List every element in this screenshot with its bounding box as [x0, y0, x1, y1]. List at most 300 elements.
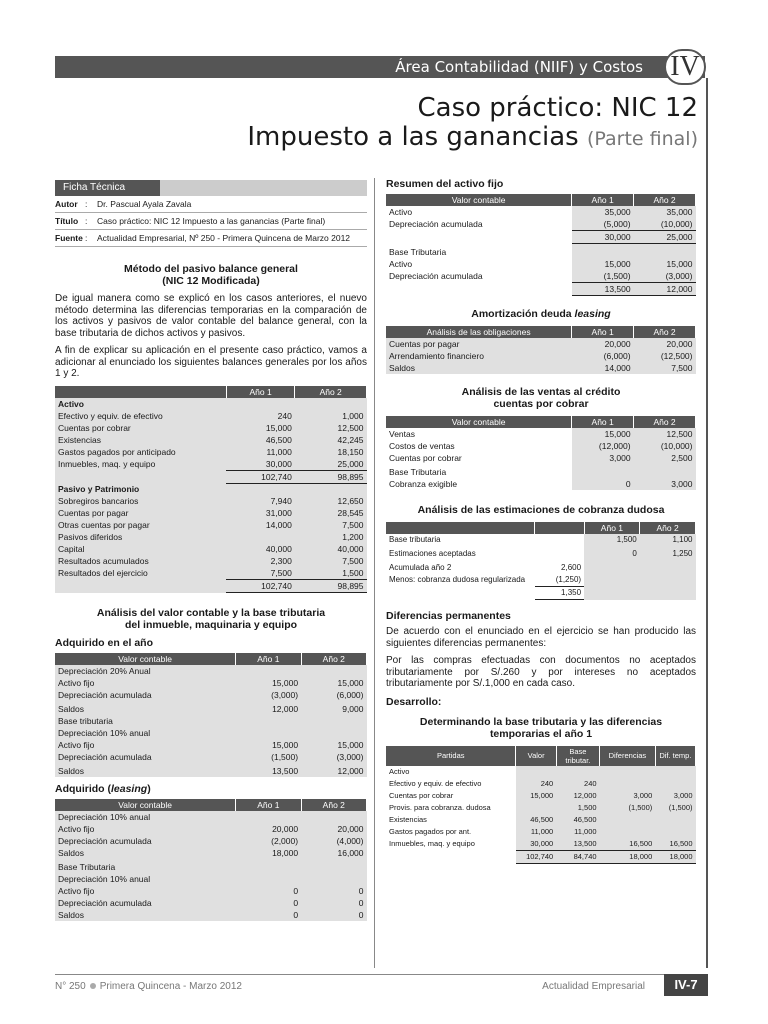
table-cell: Depreciación 10% anual: [55, 873, 236, 885]
table-cell: 7,500: [295, 555, 367, 567]
ventas-title: [386, 386, 696, 410]
table-cell: [301, 665, 366, 677]
column-header: Valor contable: [386, 194, 572, 206]
ficha-colon: :: [85, 233, 88, 243]
table-row: [55, 458, 367, 471]
table-cell: 13,500: [572, 283, 634, 296]
table-row: [55, 470, 367, 483]
table-cell: 2,300: [226, 555, 295, 567]
table-cell: Costos de ventas: [389, 441, 455, 451]
table-cell: 11,000: [556, 826, 599, 838]
table-cell: 2,500: [634, 452, 696, 464]
table-cell: 12,500: [634, 428, 696, 440]
title-line1: Caso práctico: NIC 12: [417, 93, 698, 123]
ventas-table: [386, 416, 696, 490]
table-row: [55, 715, 367, 727]
column-header: [535, 522, 585, 534]
adquirido-table: [55, 653, 367, 777]
table-cell: Base Tributaria: [389, 467, 447, 477]
table-cell: Resultados del ejercicio: [55, 567, 226, 580]
table-row: [386, 850, 696, 863]
table-cell: 0: [236, 909, 301, 921]
table-row: [55, 689, 367, 701]
table-row: [386, 231, 696, 244]
table-cell: Cuentas por cobrar: [389, 453, 462, 463]
table-cell: [301, 861, 366, 873]
table-row: [386, 562, 696, 574]
table-cell: Base Tributaria: [389, 247, 447, 257]
table-cell: Activo fijo: [55, 739, 236, 751]
column-header: Año 2: [301, 799, 366, 811]
table-cell: 1,500: [295, 567, 367, 580]
table-row: [55, 555, 367, 567]
ficha-key: Fuente: [55, 233, 83, 243]
table-cell: Depreciación acumulada: [55, 897, 236, 909]
header-bar: [55, 56, 705, 78]
table-cell: 1,250: [640, 548, 696, 560]
table-cell: [640, 562, 696, 574]
table-row: [55, 434, 367, 446]
table-cell: [600, 814, 656, 826]
table-cell: Efectivo y equiv. de efectivo: [389, 778, 482, 788]
column-header: Año 2: [640, 522, 696, 534]
table-cell: 25,000: [295, 458, 367, 471]
table-row: [386, 428, 696, 440]
table-cell: [634, 466, 696, 478]
table-cell: 1,500: [556, 802, 599, 814]
estimaciones-title: Análisis de las estimaciones de cobranza dudosa: [417, 504, 665, 516]
table-cell: Base tributaria: [55, 715, 236, 727]
desarrollo-label: Desarrollo:: [386, 695, 442, 708]
table-row: [55, 823, 367, 835]
table-cell: Acumulada año 2: [389, 563, 452, 572]
table-cell: (6,000): [572, 350, 634, 362]
column-header: Año 1: [236, 653, 301, 665]
table-cell: 31,000: [226, 507, 295, 519]
table-cell: 0: [236, 885, 301, 897]
table-cell: 15,000: [634, 258, 696, 270]
column-divider: [374, 178, 375, 968]
resumen-title: Resumen del activo fijo: [386, 178, 504, 190]
table-cell: Depreciación acumulada: [389, 271, 483, 282]
table-cell: [516, 802, 556, 814]
column-header: Base tributar.: [556, 746, 599, 766]
table-cell: [386, 231, 572, 244]
table-cell: 12,000: [556, 790, 599, 802]
table-cell: 13,500: [236, 765, 301, 777]
table-cell: [572, 246, 634, 258]
table-cell: 13,500: [556, 838, 599, 851]
table-row: [55, 727, 367, 739]
table-cell: Activo: [389, 207, 413, 217]
column-header: Año 1: [572, 194, 634, 206]
table-cell: 35,000: [572, 206, 634, 218]
table-cell: 46,500: [516, 814, 556, 826]
table-row: [386, 338, 696, 350]
amortizacion-table: [386, 326, 696, 374]
table-row: [55, 580, 367, 593]
table-cell: Saldos: [55, 909, 236, 921]
table-cell: 40,000: [226, 543, 295, 555]
table-cell: 1,000: [295, 410, 367, 422]
table-row: [386, 478, 696, 490]
leasing-label-pre: Adquirido (: [55, 783, 111, 795]
table-cell: (6,000): [301, 689, 366, 701]
table-cell: 1,500: [584, 534, 640, 546]
vertical-rule: [706, 78, 708, 968]
table-cell: [55, 580, 226, 593]
table-cell: 1,100: [640, 534, 696, 546]
table-cell: Base tributaria: [389, 535, 441, 544]
table-cell: (5,000): [572, 218, 634, 231]
table-row: [386, 440, 696, 452]
table-cell: Activo fijo: [55, 677, 236, 689]
table-cell: 20,000: [236, 823, 301, 835]
table-cell: 3,000: [600, 790, 656, 802]
metodo-title1: Método del pasivo balance general: [124, 263, 298, 275]
table-cell: [236, 727, 301, 739]
table-cell: Depreciación acumulada: [55, 751, 236, 763]
table-cell: [301, 873, 366, 885]
table-cell: 11,000: [226, 446, 295, 458]
column-header: [55, 386, 226, 398]
section-badge: IV: [664, 49, 706, 85]
table-cell: 7,940: [226, 495, 295, 507]
table-cell: [535, 534, 585, 546]
metodo-paragraph1: De igual manera como se explicó en los casos anteriores, el nuevo método determina las diferencias temporarias en la comparación de los activos y pasivos de valor contable del balance general, con la base tributaria de dichos activos y pasivos.: [55, 293, 367, 339]
table-cell: 14,000: [226, 519, 295, 531]
ficha-colon: :: [85, 216, 88, 226]
table-cell: 102,740: [226, 580, 295, 593]
table-cell: [386, 587, 535, 600]
table-cell: [600, 826, 656, 838]
table-row: [55, 885, 367, 897]
table-cell: [236, 665, 301, 677]
table-row: [386, 452, 696, 464]
table-cell: 3,000: [572, 452, 634, 464]
table-row: [386, 548, 696, 560]
table-cell: 46,500: [556, 814, 599, 826]
column-header: Partidas: [386, 746, 516, 766]
table-cell: 15,000: [236, 739, 301, 751]
table-row: [55, 897, 367, 909]
column-header: Valor: [516, 746, 556, 766]
table-cell: Cuentas por pagar: [386, 338, 572, 350]
table-row: [55, 677, 367, 689]
table-row: [386, 258, 696, 270]
ficha-rows: [55, 196, 367, 247]
table-cell: 0: [572, 478, 634, 490]
column-header: Año 1: [584, 522, 640, 534]
table-row: [386, 790, 696, 802]
ficha-header: [55, 180, 367, 196]
table-cell: 35,000: [634, 206, 696, 218]
table-cell: [301, 727, 366, 739]
table-row: [386, 587, 696, 600]
table-cell: 7,500: [226, 567, 295, 580]
table-cell: Menos: cobranza dudosa regularizada: [389, 575, 526, 585]
table-cell: [295, 398, 367, 410]
table-cell: Efectivo y equiv. de efectivo: [55, 410, 226, 422]
metodo-title2: (NIC 12 Modificada): [162, 275, 260, 287]
table-cell: [236, 811, 301, 823]
table-cell: [655, 778, 695, 790]
table-cell: 15,000: [572, 258, 634, 270]
table-cell: 1,350: [535, 587, 585, 600]
table-row: [55, 495, 367, 507]
table-cell: 18,000: [600, 850, 656, 863]
table-cell: (10,000): [634, 218, 696, 231]
column-header: Año 2: [295, 386, 367, 398]
footer-left: [55, 981, 242, 992]
table-cell: 240: [556, 778, 599, 790]
column-header: Dif. temp.: [655, 746, 695, 766]
leasing-label-post: ): [147, 783, 151, 795]
table-cell: (3,000): [236, 689, 301, 701]
table-row: [55, 410, 367, 422]
table-cell: Capital: [55, 543, 226, 555]
table-cell: (2,000): [236, 835, 301, 847]
table-cell: Existencias: [55, 434, 226, 446]
table-cell: 46,500: [226, 434, 295, 446]
table-cell: 18,000: [236, 847, 301, 859]
table-cell: Depreciación 10% anual: [55, 811, 236, 823]
table-cell: 20,000: [634, 338, 696, 350]
publication-name: Actualidad Empresarial: [542, 981, 645, 992]
table-cell: (10,000): [634, 440, 696, 452]
amort-title-pre: Amortización deuda: [471, 308, 575, 320]
column-header: Diferencias: [600, 746, 656, 766]
table-cell: 42,245: [295, 434, 367, 446]
table-cell: [584, 574, 640, 587]
table-row: [386, 362, 696, 374]
table-row: [55, 543, 367, 555]
table-cell: 98,895: [295, 470, 367, 483]
table-cell: Existencias: [389, 814, 427, 824]
table-cell: [226, 531, 295, 543]
table-cell: 0: [584, 548, 640, 560]
analisis-title2: del inmueble, maquinaria y equipo: [124, 619, 298, 631]
table-cell: Inmuebles, maq. y equipo: [389, 838, 475, 848]
analisis-title: [55, 607, 367, 631]
table-row: [55, 739, 367, 751]
table-cell: Cobranza exigible: [389, 479, 458, 489]
table-row: [55, 847, 367, 859]
column-header: Año 2: [301, 653, 366, 665]
table-row: [386, 838, 696, 851]
table-cell: [556, 766, 599, 778]
base-tributaria-table: [386, 746, 696, 864]
leasing-label-it: leasing: [111, 783, 148, 795]
table-cell: Activo fijo: [55, 885, 236, 897]
ficha-value: Caso práctico: NIC 12 Impuesto a las ganancias (Parte final): [97, 216, 326, 226]
table-cell: Cuentas por cobrar: [389, 790, 454, 800]
table-cell: [600, 778, 656, 790]
table-cell: [584, 562, 640, 574]
ficha-value: Dr. Pascual Ayala Zavala: [97, 199, 192, 209]
table-cell: Activo: [55, 398, 226, 410]
table-cell: 12,500: [295, 422, 367, 434]
table-cell: 12,650: [295, 495, 367, 507]
title-sub: (Parte final): [587, 128, 698, 150]
table-cell: Estimaciones aceptadas: [389, 549, 476, 558]
table-cell: Depreciación acumulada: [55, 835, 236, 847]
table-row: [386, 350, 696, 362]
adquirido-label: Adquirido en el año: [55, 637, 154, 649]
table-cell: (4,000): [301, 835, 366, 847]
table-cell: [236, 715, 301, 727]
table-cell: [535, 548, 585, 560]
table-cell: Arrendamiento financiero: [386, 350, 572, 362]
table-cell: (3,000): [634, 270, 696, 283]
ficha-title: Ficha Técnica: [55, 180, 160, 196]
table-row: [55, 909, 367, 921]
title-line2: Impuesto a las ganancias: [247, 122, 579, 152]
table-row: [55, 531, 367, 543]
table-cell: Resultados acumulados: [55, 555, 226, 567]
table-cell: 16,500: [655, 838, 695, 851]
table-row: [55, 519, 367, 531]
analisis-title1: Análisis del valor contable y la base tributaria: [96, 607, 326, 619]
permanentes-p1: De acuerdo con el enunciado en el ejercicio se han producido las siguientes diferencias permanentes:: [386, 626, 696, 649]
column-header: Año 1: [226, 386, 295, 398]
base-trib-title2: temporarias el año 1: [489, 727, 593, 740]
column-header: [386, 522, 535, 534]
footer: [55, 974, 705, 996]
page-title: [247, 94, 698, 154]
right-column: [386, 178, 696, 864]
table-cell: [236, 873, 301, 885]
table-row: [386, 766, 696, 778]
table-cell: Activo: [389, 766, 410, 776]
table-row: [55, 703, 367, 715]
table-row: [55, 765, 367, 777]
table-cell: (12,000): [572, 440, 634, 452]
table-row: [386, 534, 696, 546]
table-cell: 30,000: [572, 231, 634, 244]
table-cell: Pasivos diferidos: [55, 531, 226, 543]
table-row: [386, 826, 696, 838]
table-cell: Saldos: [55, 765, 236, 777]
table-cell: [386, 850, 516, 863]
permanentes-p2: Por las compras efectuadas con documentos no aceptados tributariamente por S/.260 y por intereses no aceptados tributariamente por S/.1,000 en cada caso.: [386, 655, 696, 689]
column-header: Valor contable: [55, 653, 236, 665]
balance-table: [55, 386, 367, 594]
table-cell: 102,740: [226, 470, 295, 483]
table-cell: 0: [301, 909, 366, 921]
table-cell: Pasivo y Patrimonio: [55, 483, 226, 495]
table-row: [386, 270, 696, 283]
table-cell: [572, 466, 634, 478]
table-cell: 15,000: [516, 790, 556, 802]
ficha-row: [55, 196, 367, 213]
table-cell: Activo fijo: [55, 823, 236, 835]
table-cell: 12,000: [634, 283, 696, 296]
base-trib-title1: Determinando la base tributaria y las diferencias: [419, 715, 663, 728]
table-cell: Saldos: [55, 847, 236, 859]
table-cell: 30,000: [516, 838, 556, 851]
table-cell: [640, 587, 696, 600]
table-row: [55, 446, 367, 458]
table-row: [55, 811, 367, 823]
table-cell: 84,740: [556, 850, 599, 863]
table-cell: Depreciación 20% Anual: [55, 665, 236, 677]
table-cell: 20,000: [301, 823, 366, 835]
table-cell: [584, 587, 640, 600]
table-cell: 7,500: [295, 519, 367, 531]
table-cell: 15,000: [226, 422, 295, 434]
left-column: [55, 180, 367, 921]
bullet-dot: [90, 983, 96, 989]
table-cell: Inmuebles, maq. y equipo: [55, 458, 226, 471]
table-row: [386, 778, 696, 790]
table-row: [55, 873, 367, 885]
leasing-table: [55, 799, 367, 921]
table-cell: 12,000: [236, 703, 301, 715]
table-cell: 1,200: [295, 531, 367, 543]
table-row: [55, 751, 367, 763]
ficha-value: Actualidad Empresarial, Nº 250 - Primera Quincena de Marzo 2012: [97, 233, 351, 243]
table-cell: 20,000: [572, 338, 634, 350]
ventas-title2: cuentas por cobrar: [493, 398, 589, 410]
table-cell: 0: [301, 885, 366, 897]
ficha-colon: :: [85, 199, 88, 209]
table-cell: (1,250): [555, 575, 582, 584]
table-cell: Base Tributaria: [55, 861, 236, 873]
table-cell: 15,000: [572, 428, 634, 440]
table-cell: Gastos pagados por anticipado: [55, 446, 226, 458]
table-cell: 15,000: [301, 739, 366, 751]
table-cell: 16,500: [600, 838, 656, 851]
table-cell: 3,000: [634, 478, 696, 490]
table-cell: Gastos pagados por ant.: [389, 826, 472, 836]
table-cell: (1,500): [600, 802, 656, 814]
table-row: [386, 466, 696, 478]
table-cell: Depreciación acumulada: [55, 689, 236, 701]
column-header: Año 1: [572, 416, 634, 428]
table-cell: [236, 861, 301, 873]
table-cell: Saldos: [386, 362, 572, 374]
table-row: [386, 206, 696, 218]
table-cell: [634, 246, 696, 258]
table-row: [386, 802, 696, 814]
area-title: Área Contabilidad (NIIF) y Costos: [395, 58, 643, 76]
column-header: Valor contable: [55, 799, 236, 811]
table-cell: [655, 826, 695, 838]
page-number: IV-7: [664, 974, 708, 996]
ficha-key: Autor: [55, 199, 78, 209]
table-row: [386, 814, 696, 826]
issue-date: Primera Quincena - Marzo 2012: [99, 981, 242, 992]
table-cell: (12,500): [634, 350, 696, 362]
column-header: Año 1: [572, 326, 634, 338]
table-cell: (1,500): [572, 270, 634, 283]
table-row: [55, 665, 367, 677]
table-cell: 40,000: [295, 543, 367, 555]
column-header: Año 2: [634, 194, 696, 206]
table-cell: 16,000: [301, 847, 366, 859]
table-row: [55, 567, 367, 580]
table-cell: Depreciación 10% anual: [55, 727, 236, 739]
table-cell: (1,500): [236, 751, 301, 763]
table-row: [55, 483, 367, 495]
table-cell: 14,000: [572, 362, 634, 374]
ficha-row: [55, 230, 367, 247]
table-cell: 15,000: [301, 677, 366, 689]
table-cell: Cuentas por cobrar: [55, 422, 226, 434]
table-cell: Ventas: [389, 429, 415, 439]
table-cell: Cuentas por pagar: [55, 507, 226, 519]
